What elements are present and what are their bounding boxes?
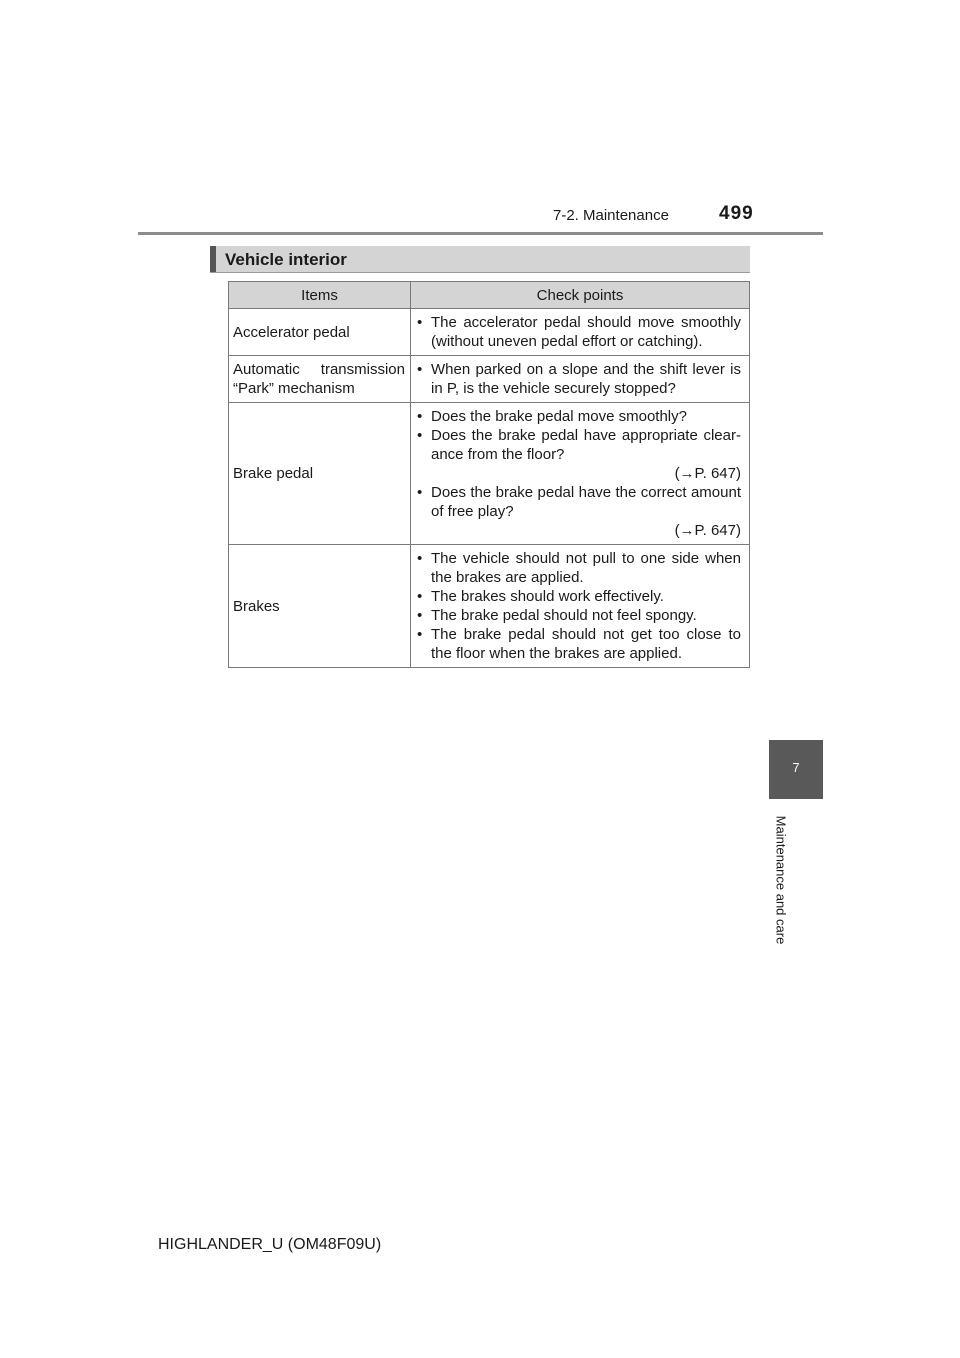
- item-cell: Brake pedal: [229, 403, 411, 545]
- chapter-label-container: [773, 806, 789, 954]
- check-point-text: Does the brake pedal have appropriate clear-ance from the floor?: [431, 427, 741, 463]
- column-header-check-points: Check points: [411, 282, 750, 309]
- page-reference: (→P. 647): [674, 465, 741, 482]
- check-point-text: Does the brake pedal have the correct amount of free play?: [431, 484, 741, 520]
- check-point: • The accelerator pedal should move smoothly (without uneven pedal effort or catching).: [417, 313, 741, 351]
- table-row: [229, 309, 750, 356]
- page-reference-line: [431, 464, 741, 483]
- check-point: • The vehicle should not pull to one side when the brakes are applied.: [417, 549, 741, 587]
- check-point: [417, 426, 741, 483]
- chapter-number: 7: [792, 760, 800, 775]
- page-header: [0, 203, 960, 233]
- check-points-cell: [411, 356, 750, 403]
- check-point: [417, 483, 741, 540]
- check-point: • When parked on a slope and the shift lever is in P, is the vehicle securely stopped?: [417, 360, 741, 398]
- chapter-label: Maintenance and care: [773, 815, 789, 945]
- table-row: [229, 356, 750, 403]
- table-header-row: [229, 282, 750, 309]
- table-row: [229, 403, 750, 545]
- section-heading: 7-2. Maintenance: [553, 207, 669, 224]
- section-title-banner: [210, 246, 750, 273]
- item-cell: Brakes: [229, 545, 411, 668]
- section-title-accent-bar: [210, 246, 216, 272]
- check-point: • The brake pedal should not get too close to the floor when the brakes are applied.: [417, 625, 741, 663]
- page-number: 499: [719, 203, 754, 224]
- page-reference: (→P. 647): [674, 522, 741, 539]
- item-cell: Automatic transmission “Park” mechanism: [229, 356, 411, 403]
- check-point: • The brake pedal should not feel spongy.: [417, 606, 741, 625]
- check-points-cell: [411, 403, 750, 545]
- footer-model-code: HIGHLANDER_U (OM48F09U): [158, 1236, 382, 1253]
- table-row: [229, 545, 750, 668]
- item-cell: Accelerator pedal: [229, 309, 411, 356]
- check-point: • Does the brake pedal move smoothly?: [417, 407, 741, 426]
- chapter-tab: [769, 740, 823, 799]
- section-title: Vehicle interior: [225, 250, 347, 269]
- check-points-cell: [411, 309, 750, 356]
- column-header-items: Items: [229, 282, 411, 309]
- page-reference-line: [431, 521, 741, 540]
- header-divider: [138, 232, 823, 235]
- check-points-cell: [411, 545, 750, 668]
- maintenance-table: [228, 281, 750, 668]
- check-point: • The brakes should work effectively.: [417, 587, 741, 606]
